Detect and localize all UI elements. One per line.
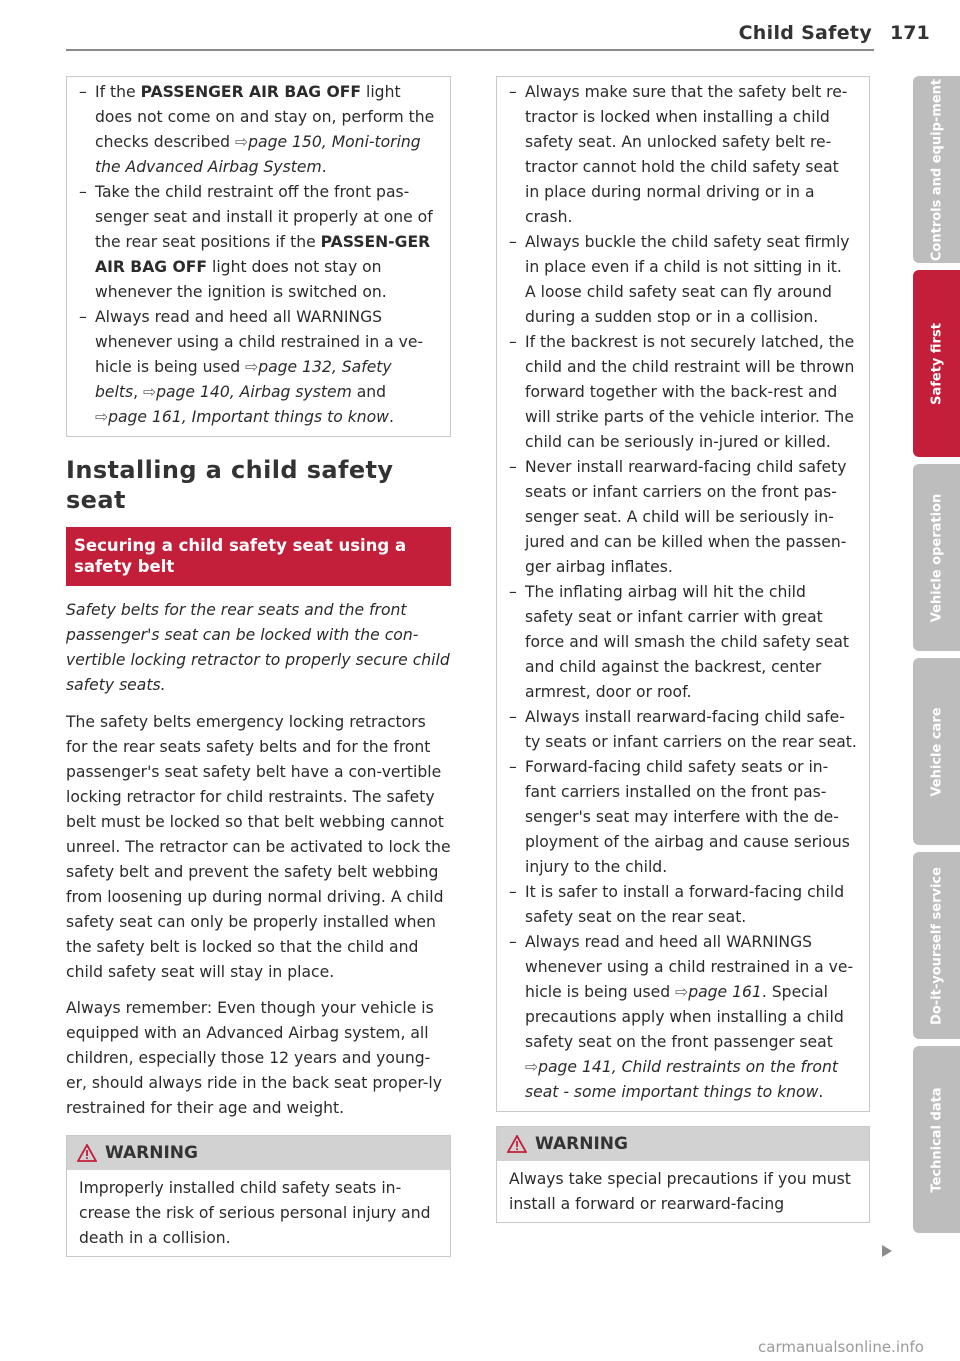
list-item: – Always install rearward-facing child safe-ty seats or infant carriers on the rear seat.	[509, 705, 857, 755]
warning-header	[67, 1136, 450, 1170]
list-item: – Always make sure that the safety belt re-tractor is locked when installing a child safety seat. An unlocked safety belt re-tractor cannot hold the child safety seat in place during normal driving or in a crash.	[509, 80, 857, 230]
safety-list-box	[496, 76, 870, 1112]
right-column	[496, 76, 870, 1223]
warning-triangle-icon	[77, 1144, 97, 1162]
tab-do-it-yourself-service[interactable]: Do-it-yourself service	[913, 852, 960, 1039]
body-paragraph: The safety belts emergency locking retractors for the rear seats safety belts and for the front passenger's seat safety belt have a con-vertible locking retractor for child restraints. The safety belt must be locked so that belt webbing cannot unreel. The retractor can be activated to lock the safety belt and prevent the safety belt webbing from loosening up during normal driving. A child safety seat can only be properly installed when the safety belt is locked so that the child and child safety seat will stay in place.	[66, 713, 451, 981]
tab-controls-and-equipment[interactable]: Controls and equip-ment	[913, 76, 960, 263]
list-item: – Always read and heed all WARNINGS whenever using a child restrained in a ve-hicle is being used ⇨page 132, Safety belts, ⇨page 140, Airbag system and ⇨page 161, Important things to know.	[79, 305, 438, 430]
page-number: 171	[890, 22, 930, 44]
tab-vehicle-operation[interactable]: Vehicle operation	[913, 464, 960, 651]
indicator-label: PASSENGER AIR BAG OFF	[140, 83, 362, 101]
header-rule	[66, 49, 874, 51]
chapter-tabs	[913, 76, 960, 1240]
arrow-right-icon: ⇨	[525, 1058, 539, 1076]
warning-header	[497, 1127, 869, 1161]
page-reference-link[interactable]: ⇨page 140, Airbag system	[143, 383, 352, 401]
warning-triangle-icon	[507, 1135, 527, 1153]
list-item: – If the PASSENGER AIR BAG OFF light does not come on and stay on, perform the checks described ⇨page 150, Moni-toring the Advanced Airbag System.	[79, 80, 438, 180]
continue-arrow-icon	[882, 1245, 892, 1257]
tab-technical-data[interactable]: Technical data	[913, 1046, 960, 1233]
page-reference-link[interactable]: ⇨page 161	[675, 983, 762, 1001]
arrow-right-icon: ⇨	[235, 133, 249, 151]
warning-text: Improperly installed child safety seats in-crease the risk of serious personal injury and death in a collision.	[79, 1179, 431, 1247]
warning-label: WARNING	[535, 1134, 628, 1154]
page-reference-link[interactable]: ⇨page 141, Child restraints on the front seat - some important things to know	[525, 1058, 838, 1101]
list-item: – If the backrest is not securely latched, the child and the child restraint will be thrown forward together with the back-rest and will strike parts of the vehicle interior. The child can be seriously in-jured or killed.	[509, 330, 857, 455]
continued-bullet-list	[79, 80, 438, 430]
page-reference-link[interactable]: ⇨page 132, Safety belts	[95, 358, 392, 401]
arrow-right-icon: ⇨	[675, 983, 689, 1001]
list-item: – Take the child restraint off the front pas-senger seat and install it properly at one of the rear seat positions if the PASSEN-GER AIR BAG OFF light does not stay on whenever the ignition is switched on.	[79, 180, 438, 305]
list-item: – Forward-facing child safety seats or in-fant carriers installed on the front pas-senger's seat may interfere with the de-ployment of the airbag and cause serious injury to the child.	[509, 755, 857, 880]
continued-list-box	[66, 76, 451, 437]
left-column	[66, 76, 451, 1257]
section-title: Installing a child safety seat	[66, 456, 394, 514]
page-reference-link[interactable]: ⇨page 161, Important things to know	[95, 408, 389, 426]
list-item: – Always read and heed all WARNINGS whenever using a child restrained in a ve-hicle is being used ⇨page 161. Special precautions apply when installing a child safety seat on the front passenger seat ⇨page 141, Child restraints on the front seat - some important things to know.	[509, 930, 857, 1105]
list-item: – It is safer to install a forward-facing child safety seat on the rear seat.	[509, 880, 857, 930]
list-item: – Always buckle the child safety seat firmly in place even if a child is not sitting in it. A loose child safety seat can fly around during a sudden stop or in a collision.	[509, 230, 857, 330]
watermark: carmanualsonline.info	[758, 1338, 924, 1356]
indicator-label: PASSEN-GER AIR BAG OFF	[95, 233, 431, 276]
body-paragraph: Always remember: Even though your vehicle is equipped with an Advanced Airbag system, all children, especially those 12 years and young-er, should always ride in the back seat proper-ly restrained for their age and weight.	[66, 999, 442, 1117]
tab-safety-first[interactable]: Safety first	[913, 270, 960, 457]
arrow-right-icon: ⇨	[143, 383, 157, 401]
warning-text: Always take special precautions if you must install a forward or rearward-facing	[509, 1170, 851, 1213]
warning-box	[496, 1126, 870, 1223]
arrow-right-icon: ⇨	[95, 408, 109, 426]
warning-box	[66, 1135, 451, 1257]
safety-bullet-list	[509, 80, 857, 1105]
chapter-title: Child Safety	[738, 22, 872, 44]
subsection-heading: Securing a child safety seat using a safety belt	[66, 527, 451, 586]
tab-vehicle-care[interactable]: Vehicle care	[913, 658, 960, 845]
page-reference-link[interactable]: ⇨page 150, Moni-toring the Advanced Airbag System	[95, 133, 421, 176]
intro-paragraph: Safety belts for the rear seats and the front passenger's seat can be locked with the con-vertible locking retractor to properly secure child safety seats.	[66, 601, 450, 694]
warning-label: WARNING	[105, 1143, 198, 1163]
arrow-right-icon: ⇨	[245, 358, 259, 376]
list-item: – The inflating airbag will hit the child safety seat or infant carrier with great force and will smash the child safety seat and child against the backrest, center armrest, door or roof.	[509, 580, 857, 705]
list-item: – Never install rearward-facing child safety seats or infant carriers on the front pas-senger seat. A child will be seriously in-jured and can be killed when the passen-ger airbag inflates.	[509, 455, 857, 580]
